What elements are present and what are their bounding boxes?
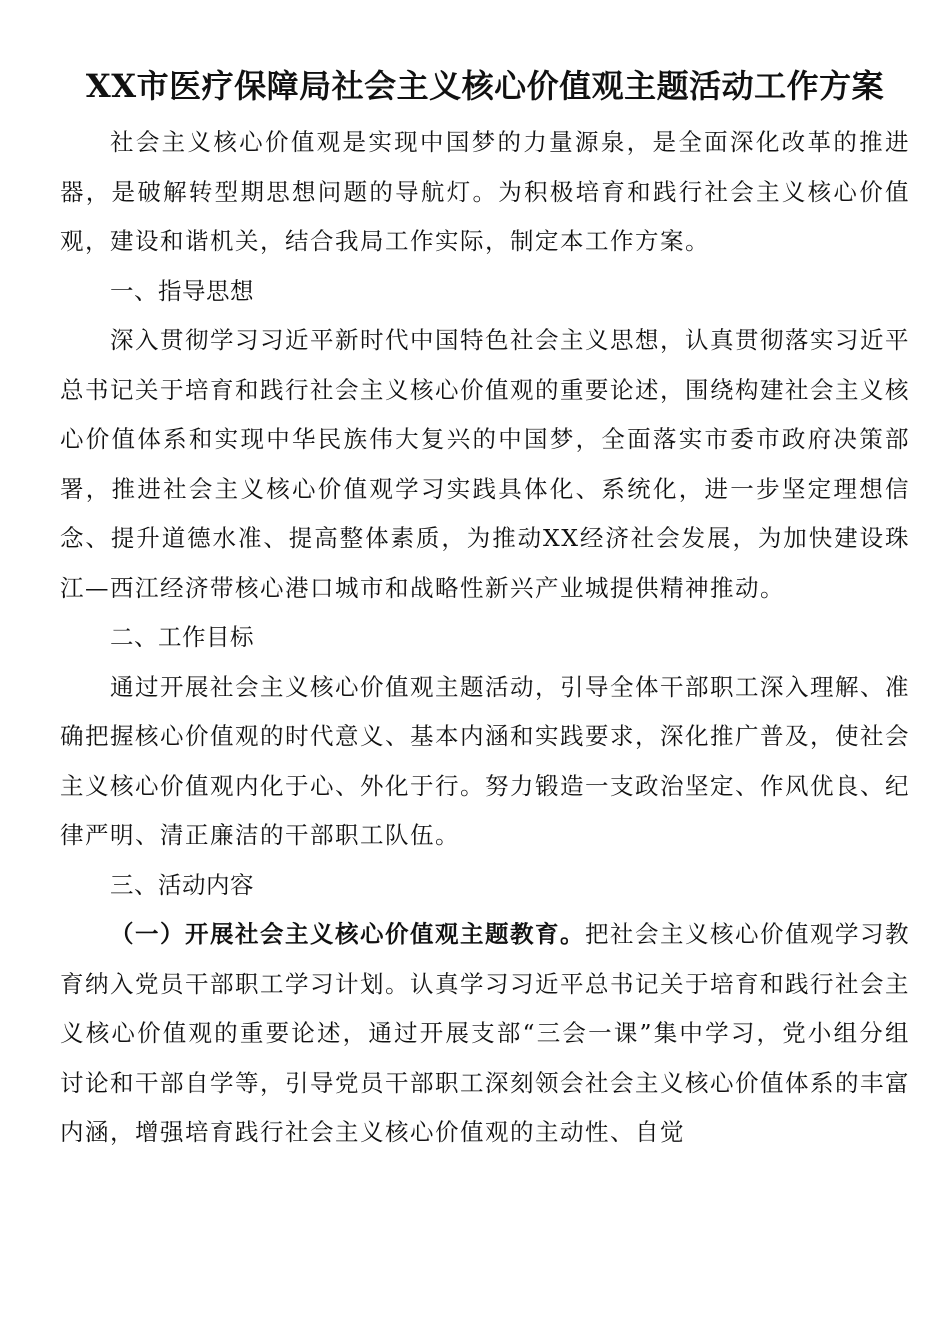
- document-title: XX市医疗保障局社会主义核心价值观主题活动工作方案: [85, 67, 885, 105]
- section-heading-guiding-ideology: 一、指导思想: [110, 276, 254, 305]
- activity-item-lead: （一）开展社会主义核心价值观主题教育。: [110, 920, 585, 948]
- intro-paragraph: 社会主义核心价值观是实现中国梦的力量源泉，是全面深化改革的推进器，是破解转型期思想问题的导航灯。为积极培育和践行社会主义核心价值观，建设和谐机关，结合我局工作实际，制定本工作方案。: [60, 128, 910, 255]
- activity-item-paragraph: [60, 910, 910, 1158]
- section-heading-work-goals: 二、工作目标: [110, 623, 254, 651]
- section-body-work-goals: 通过开展社会主义核心价值观主题活动，引导全体干部职工深入理解、准确把握核心价值观的时代意义、基本内涵和实践要求，深化推广普及，使社会主义核心价值观内化于心、外化于行。努力锻造一支政治坚定、作风优良、纪律严明、清正廉洁的干部职工队伍。: [60, 672, 910, 849]
- activity-item-body: 把社会主义核心价值观学习教育纳入党员干部职工学习计划。认真学习习近平总书记关于培育和践行社会主义核心价值观的重要论述，通过开展支部“三会一课”集中学习，党小组分组讨论和干部自学等，引导党员干部职工深刻领会社会主义核心价值体系的丰富内涵，增强培育践行社会主义核心价值观的主动性、自觉: [60, 920, 910, 1146]
- document-page: [60, 62, 910, 1158]
- section-heading-activity-content: 三、活动内容: [110, 870, 254, 899]
- section-body-guiding-ideology: 深入贯彻学习习近平新时代中国特色社会主义思想，认真贯彻落实习近平总书记关于培育和践行社会主义核心价值观的重要论述，围绕构建社会主义核心价值体系和实现中华民族伟大复兴的中国梦，全面落实市委市政府决策部署，推进社会主义核心价值观学习实践具体化、系统化，进一步坚定理想信念、提升道德水准、提高整体素质，为推动XX经济社会发展，为加快建设珠江—西江经济带核心港口城市和战略性新兴产业城提供精神推动。: [60, 326, 910, 602]
